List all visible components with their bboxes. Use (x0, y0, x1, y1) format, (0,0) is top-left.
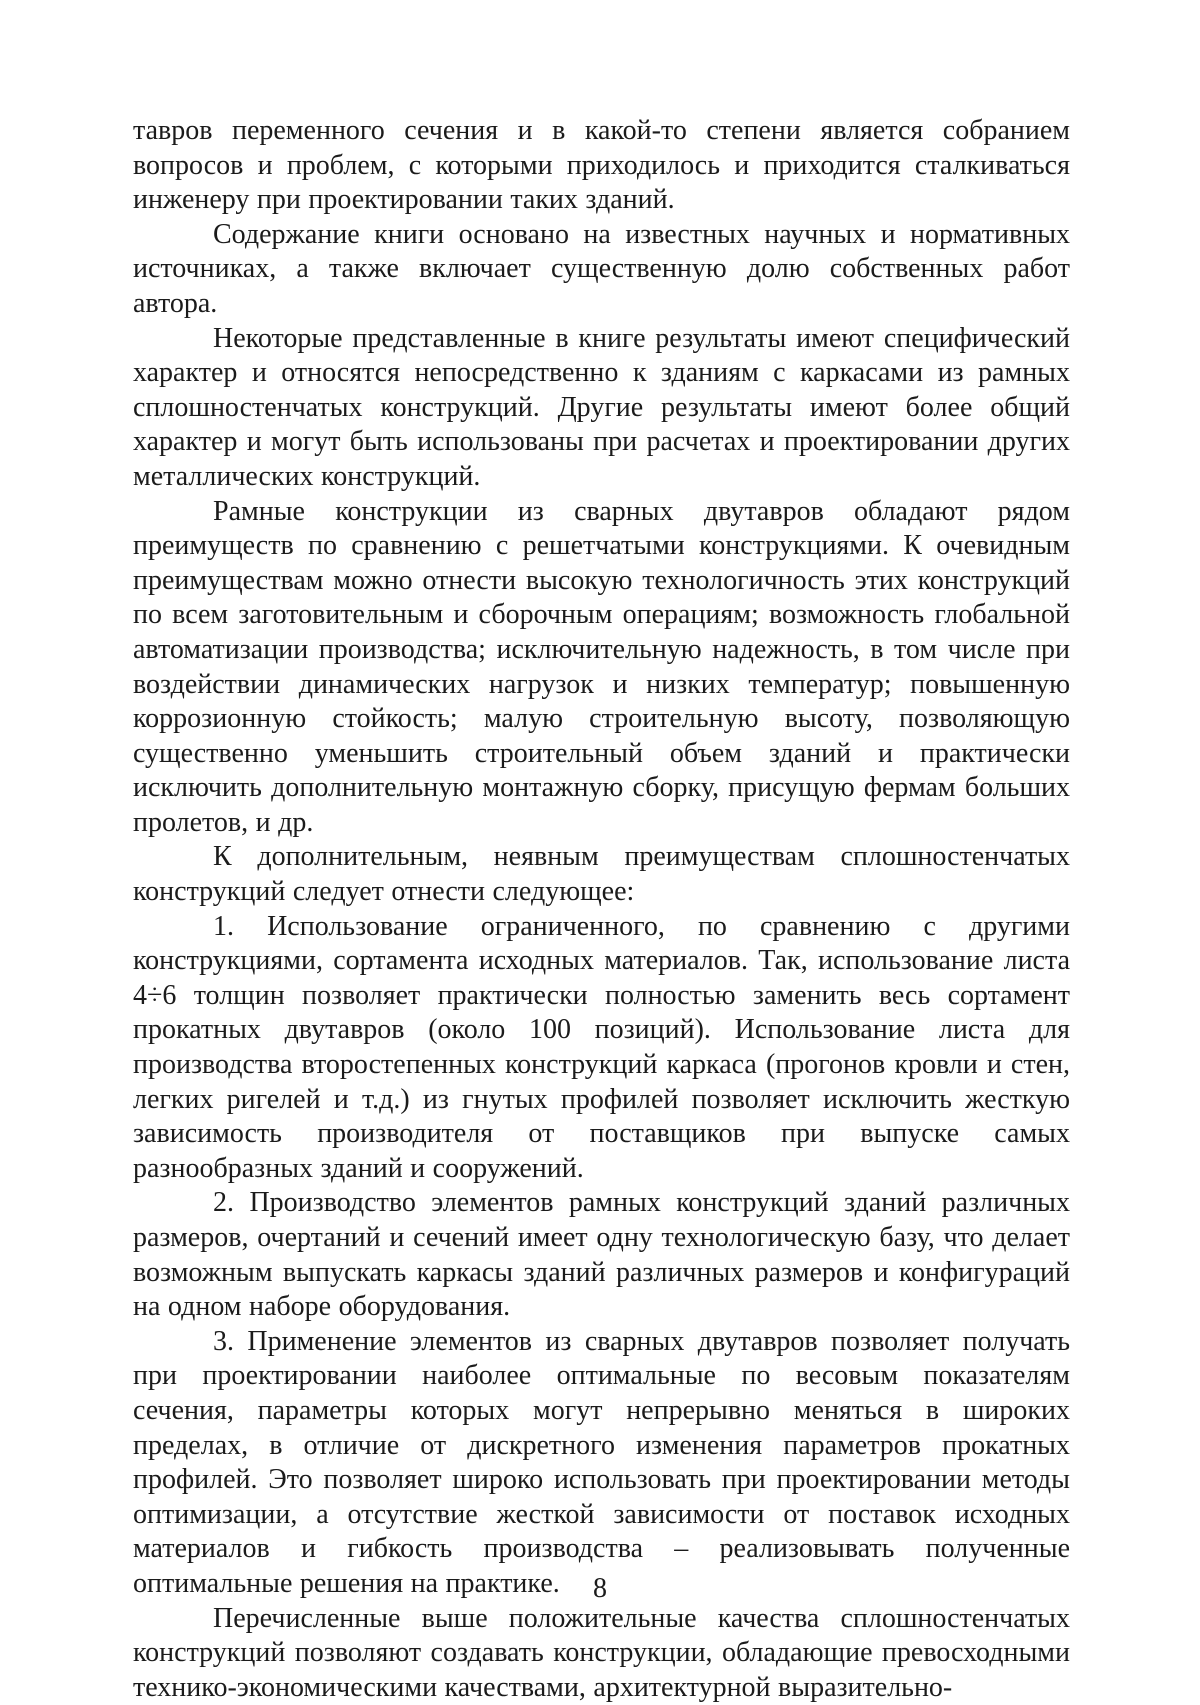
list-item-1: 1. Использование ограниченного, по сравнению с другими конструкциями, сортамента исходных материалов. Так, использование листа 4÷6 толщин позволяет практически полностью заменить весь сортамент прокатных двутавров (около 100 позиций). Использование листа для производства второстепенных конструкций каркаса (прогонов кровли и стен, легких ригелей и т.д.) из гнутых профилей позволяет исключить жесткую зависимость производителя от поставщиков при выпуске самых разнообразных зданий и сооружений. (133, 910, 1070, 1184)
page-number: 8 (593, 1573, 607, 1604)
paragraph-implicit-advantages: К дополнительным, неявным преимуществам сплошностенчатых конструкций следует отнести следующее: (133, 841, 1070, 908)
list-item-3: 3. Применение элементов из сварных двутавров позволяет получать при проектировании наиболее оптимальные по весовым показателям сечения, параметры которых могут непрерывно меняться в широких пределах, в отличие от дискретного изменения параметров прокатных профилей. Это позволяет широко использовать при проектировании методы оптимизации, а отсутствие жесткой зависимости от поставок исходных материалов и гибкость производства – реализовывать полученные оптимальные решения на практике. (133, 1325, 1070, 1599)
paragraph-results: Некоторые представленные в книге результаты имеют специфический характер и относятся непосредственно к зданиям с каркасами из рамных сплошностенчатых конструкций. Другие результаты имеют более общий характер и могут быть использованы при расчетах и проектировании других металлических конструкций. (133, 322, 1070, 492)
list-item-2: 2. Производство элементов рамных конструкций зданий различных размеров, очертаний и сечений имеет одну технологическую базу, что делает возможным выпускать каркасы зданий различных размеров и конфигураций на одном наборе оборудования. (133, 1187, 1070, 1323)
page-body (133, 114, 1070, 1705)
paragraph-advantages: Рамные конструкции из сварных двутавров обладают рядом преимуществ по сравнению с решетчатыми конструкциями. К очевидным преимуществам можно отнести высокую технологичность этих конструкций по всем заготовительным и сборочным операциям; возможность глобальной автоматизации производства; исключительную надежность, в том числе при воздействии динамических нагрузок и низких температур; повышенную коррозионную стойкость; малую строительную высоту, позволяющую существенно уменьшить строительный объем зданий и практически исключить дополнительную монтажную сборку, присущую фермам больших пролетов, и др. (133, 495, 1070, 838)
paragraph-intro-continuation: тавров переменного сечения и в какой-то степени является собранием вопросов и проблем, с которыми приходилось и приходится сталкиваться инженеру при проектировании таких зданий. (133, 115, 1070, 216)
paragraph-sources: Содержание книги основано на известных научных и нормативных источниках, а также включает существенную долю собственных работ автора. (133, 218, 1070, 319)
paragraph-conclusion: Перечисленные выше положительные качества сплошностенчатых конструкций позволяют создавать конструкции, обладающие превосходными технико-экономическими качествами, архитектурной выразительно- (133, 1602, 1070, 1703)
